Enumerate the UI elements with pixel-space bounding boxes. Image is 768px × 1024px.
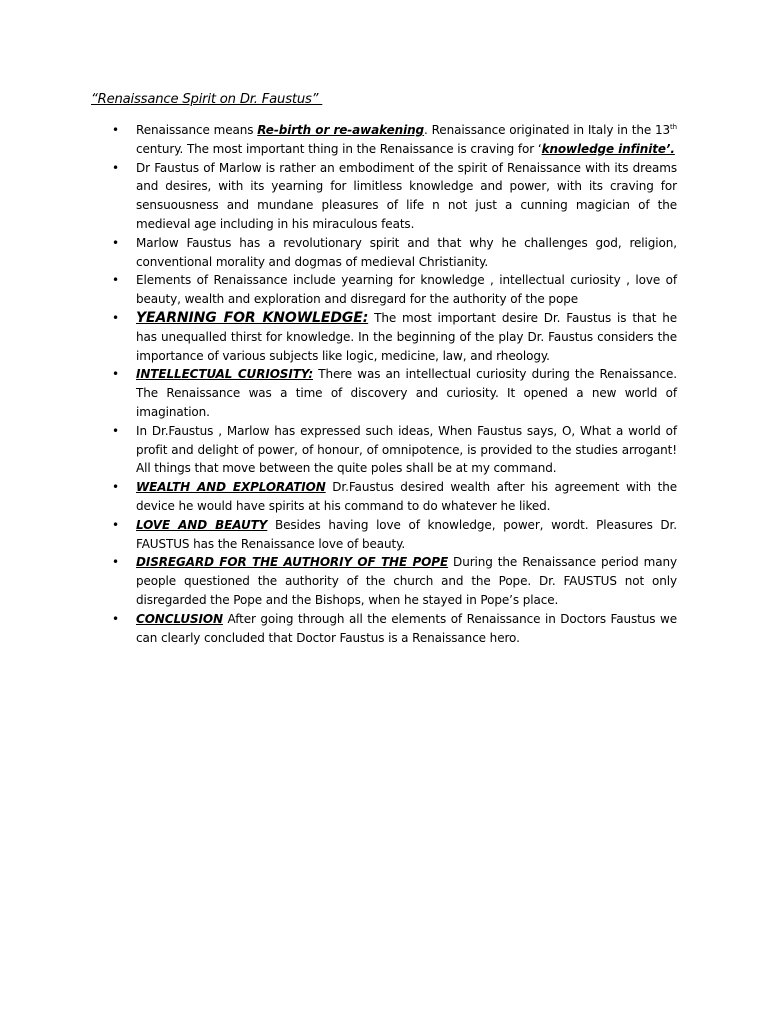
bullet-item — [0, 271, 768, 309]
emphasis-heading: knowledge infinite’. — [541, 141, 675, 156]
bullet-text: century. The most important thing in the Renaissance is craving for ‘ — [136, 141, 542, 156]
bullet-item — [0, 553, 768, 609]
emphasis-heading: LOVE AND BEAUTY — [136, 517, 268, 532]
bullet-item — [0, 365, 768, 421]
bullet-dot-icon: • — [112, 480, 119, 495]
bullet-item — [0, 610, 768, 648]
bullet-text: Renaissance means — [136, 123, 258, 137]
document-title: “Renaissance Spirit on Dr. Faustus” — [91, 92, 323, 107]
bullet-item — [0, 422, 768, 478]
bullet-dot-icon: • — [112, 310, 119, 325]
bullet-text: Dr Faustus of Marlow is rather an embodiment of the spirit of Renaissance with its dreams and desires, with its yearning for limitless knowledge and power, with its craving for sensuousness and mundane pleasures of life n not just a cunning magician of the medieval age including in his miraculous feats. — [136, 160, 677, 231]
bullet-item — [0, 516, 768, 554]
emphasis-heading: CONCLUSION — [136, 611, 223, 626]
bullet-text: Dr.Faustus desired wealth after his agreement with the device he would have spirits at his command to do whatever he liked. — [136, 480, 677, 513]
bullet-text: Besides having love of knowledge, power, wordt. Pleasures Dr. FAUSTUS has the Renaissance love of beauty. — [136, 517, 677, 551]
bullet-text: Elements of Renaissance include yearning for knowledge , intellectual curiosity , love of beauty, wealth and exploration and disregard for the authority of the pope — [136, 273, 677, 307]
emphasis-heading: Re-birth or re-awakening — [257, 123, 425, 137]
bullet-dot-icon: • — [112, 160, 119, 175]
bullet-item — [0, 159, 768, 234]
emphasis-heading: WEALTH AND EXPLORATION — [136, 480, 326, 495]
emphasis-heading: YEARNING FOR KNOWLEDGE: — [136, 309, 369, 326]
bullet-dot-icon: • — [112, 611, 119, 626]
bullet-dot-icon: • — [112, 273, 119, 288]
bullet-text: The most important desire Dr. Faustus is that he has unequalled thirst for knowledge. In the beginning of the play Dr. Faustus considers the importance of various subjects like logic, medicine, law, and rheology. — [136, 310, 677, 363]
bullet-item — [0, 478, 768, 516]
bullet-item — [0, 309, 768, 365]
bullet-list — [0, 121, 768, 647]
emphasis-heading: INTELLECTUAL CURIOSITY: — [136, 367, 314, 382]
bullet-text: After going through all the elements of Renaissance in Doctors Faustus we can clearly concluded that Doctor Faustus is a Renaissance hero. — [136, 611, 677, 645]
bullet-text: . Renaissance originated in Italy in the 13 — [424, 123, 671, 137]
bullet-dot-icon: • — [112, 367, 119, 382]
bullet-text: There was an intellectual curiosity during the Renaissance. The Renaissance was a time of discovery and curiosity. It opened a new world of imagination. — [136, 367, 677, 419]
bullet-text: In Dr.Faustus , Marlow has expressed such ideas, When Faustus says, O, What a world of profit and delight of power, of honour, of omnipotence, is provided to the studies arrogant! All things that move between the quite poles shall be at my command. — [136, 423, 677, 476]
bullet-item — [0, 234, 768, 272]
bullet-item — [0, 121, 768, 159]
bullet-dot-icon: • — [112, 123, 119, 137]
bullet-dot-icon: • — [112, 555, 119, 570]
bullet-dot-icon: • — [112, 423, 119, 438]
bullet-dot-icon: • — [112, 517, 119, 532]
bullet-dot-icon: • — [112, 235, 119, 250]
bullet-text: During the Renaissance period many people questioned the authority of the church and the Pope. Dr. FAUSTUS not only disregarded the Pope and the Bishops, when he stayed in Pope’s place. — [136, 555, 677, 607]
superscript: th — [670, 123, 678, 131]
bullet-text: Marlow Faustus has a revolutionary spirit and that why he challenges god, religion, conventional morality and dogmas of medieval Christianity. — [136, 235, 677, 269]
emphasis-heading: DISREGARD FOR THE AUTHORIY OF THE POPE — [136, 555, 449, 570]
